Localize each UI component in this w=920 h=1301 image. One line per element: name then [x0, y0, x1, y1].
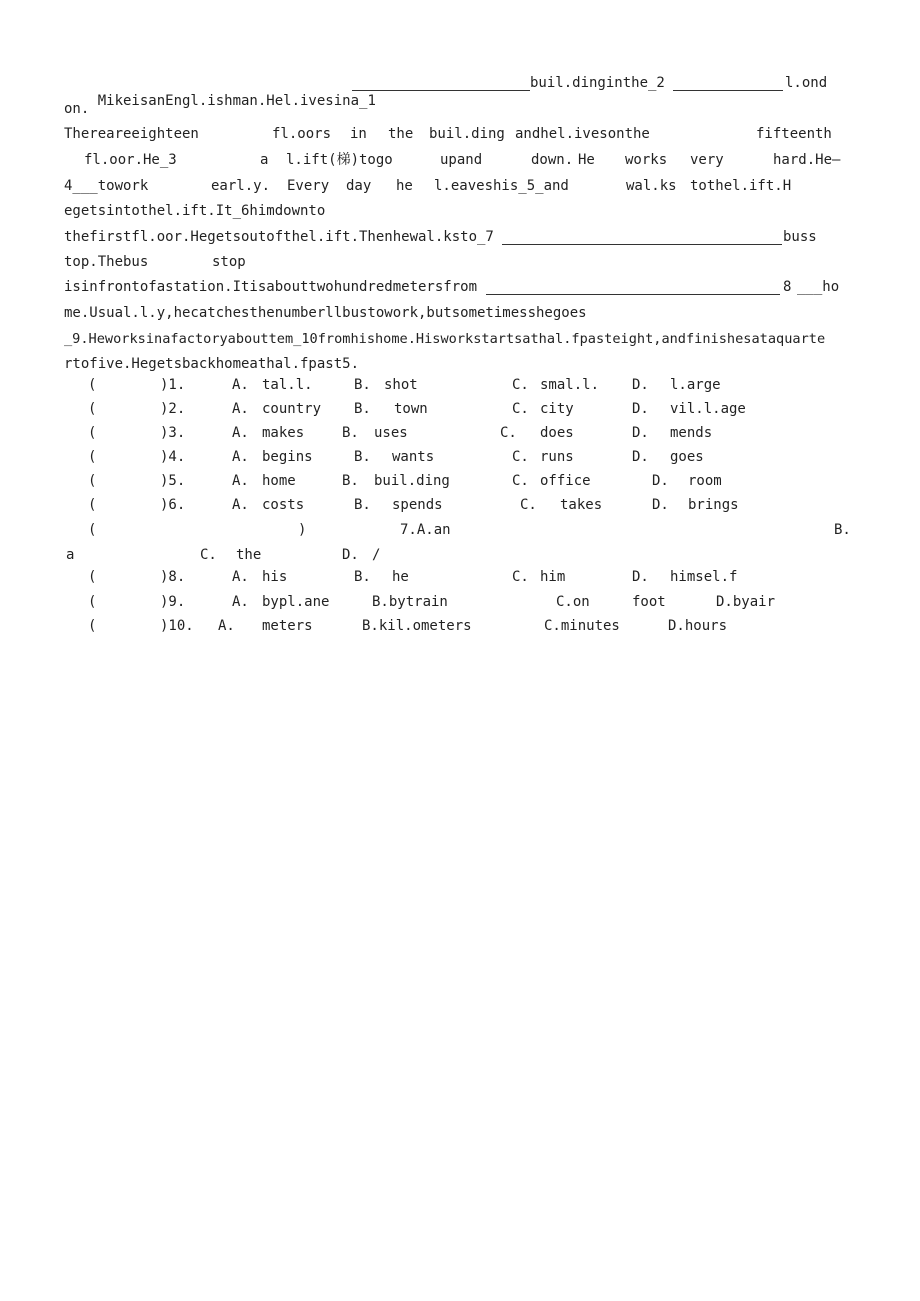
question-row [0, 400, 920, 420]
answer-blank-2[interactable] [673, 78, 783, 91]
passage-text: in [350, 126, 367, 142]
option-a-value: costs [262, 497, 305, 513]
passage-text: buss [783, 229, 817, 245]
answer-paren[interactable]: ( [88, 497, 97, 513]
passage-line-2: on. [64, 101, 90, 117]
option-b[interactable]: B. [342, 473, 359, 489]
option-b[interactable]: B. [342, 425, 359, 441]
option-d[interactable]: D. [632, 377, 649, 393]
option-c-value: the [236, 547, 262, 563]
passage-text: ___ho [797, 279, 840, 295]
passage-text: l.eaveshis_5_and [434, 178, 569, 194]
option-b[interactable]: B. [354, 569, 371, 585]
passage-text: hard.He— [773, 152, 841, 168]
option-c-value: city [540, 401, 574, 417]
option-a[interactable]: A. [232, 497, 249, 513]
option-d-value: himsel.f [670, 569, 738, 585]
option-c[interactable]: C.minutes [544, 618, 620, 634]
option-d-value: goes [670, 449, 704, 465]
option-d[interactable]: D.hours [668, 618, 728, 634]
passage-text: fl.oors [272, 126, 332, 142]
option-a[interactable]: A. [232, 473, 249, 489]
passage-line-6: egetsintothel.ift.It_6himdownto [64, 203, 326, 219]
answer-blank-7[interactable] [502, 232, 782, 245]
option-a-value: home [262, 473, 296, 489]
passage-text: down. [531, 152, 574, 168]
option-a[interactable]: A. [232, 425, 249, 441]
passage-text: 4___towork [64, 178, 149, 194]
question-row [0, 521, 920, 563]
option-a-value: country [262, 401, 322, 417]
option-d[interactable]: D. [632, 449, 649, 465]
option-d-value: mends [670, 425, 713, 441]
option-b-value: uses [374, 425, 408, 441]
option-b-value: shot [384, 377, 418, 393]
passage-text: MikeisanEngl.ishman.Hel.ivesina_1 [97, 93, 376, 109]
option-d-value: brings [688, 497, 739, 513]
passage-text: a [260, 152, 269, 168]
passage-text: buil.dinginthe_2 [530, 75, 665, 91]
option-a-value: begins [262, 449, 313, 465]
option-d[interactable]: D. [632, 425, 649, 441]
option-a[interactable]: A. [232, 449, 249, 465]
option-b[interactable]: B. [354, 377, 371, 393]
option-c-value: takes [560, 497, 603, 513]
option-a-value: bypl.ane [262, 594, 330, 610]
question-row [0, 472, 920, 492]
passage-line-1 [64, 74, 376, 128]
option-c-value: foot [632, 594, 666, 610]
question-number: )10. [160, 618, 194, 634]
option-c-value: him [540, 569, 566, 585]
option-c-value: does [540, 425, 574, 441]
question-number: )1. [160, 377, 186, 393]
option-c[interactable]: C. [512, 569, 529, 585]
answer-paren[interactable]: ( [88, 425, 97, 441]
passage-text: 8 [783, 279, 792, 295]
option-a[interactable]: A. [218, 618, 235, 634]
option-b-value: buil.ding [374, 473, 450, 489]
option-b[interactable]: B. [354, 497, 371, 513]
option-a[interactable]: A. [232, 569, 249, 585]
option-a[interactable]: 7.A.an [400, 522, 451, 538]
passage-text: l.ift(梯)togo [286, 152, 393, 168]
passage-text: day [346, 178, 372, 194]
question-number: )2. [160, 401, 186, 417]
option-c-value: runs [540, 449, 574, 465]
passage-text: andhel.ivesonthe [515, 126, 650, 142]
option-a-value: meters [262, 618, 313, 634]
question-number: ) [298, 522, 307, 538]
option-c[interactable]: C. [500, 425, 517, 441]
passage-text: He [578, 152, 595, 168]
option-b[interactable]: B. [834, 522, 851, 538]
option-a-value: his [262, 569, 288, 585]
option-b[interactable]: B.bytrain [372, 594, 448, 610]
option-c-value: smal.l. [540, 377, 600, 393]
option-d[interactable]: D. [342, 547, 359, 563]
passage-line-12: rtofive.Hegetsbackhomeathal.fpast5. [64, 356, 360, 372]
answer-paren[interactable]: ( [88, 449, 97, 465]
option-b-value: a [66, 547, 75, 563]
option-c[interactable]: C. [200, 547, 217, 563]
option-a[interactable]: A. [232, 401, 249, 417]
option-b-value: town [394, 401, 428, 417]
question-number: )3. [160, 425, 186, 441]
option-b-value: wants [392, 449, 435, 465]
passage-text: Every [287, 178, 330, 194]
option-c-value: office [540, 473, 591, 489]
question-row [0, 617, 920, 637]
passage-text: works [625, 152, 668, 168]
passage-text: tothel.ift.H [690, 178, 792, 194]
passage-text: top.Thebus [64, 254, 149, 270]
passage-text: the [388, 126, 414, 142]
option-a[interactable]: A. [232, 377, 249, 393]
passage-line-10: me.Usual.l.y,hecatchesthenumberllbustowork,butsometimesshegoes [64, 305, 587, 321]
option-c[interactable]: C. [512, 449, 529, 465]
passage-text: earl.y. [211, 178, 271, 194]
option-c[interactable]: C. [520, 497, 537, 513]
question-row [0, 568, 920, 588]
option-a-value: tal.l. [262, 377, 313, 393]
option-c[interactable]: C. [512, 401, 529, 417]
answer-paren[interactable]: ( [88, 594, 97, 610]
question-row [0, 593, 920, 613]
question-row [0, 424, 920, 444]
question-row [0, 376, 920, 396]
question-number: )6. [160, 497, 186, 513]
answer-paren[interactable]: ( [88, 377, 97, 393]
option-c[interactable]: C.on [556, 594, 590, 610]
option-d[interactable]: D. [652, 473, 669, 489]
passage-text: Thereareeighteen [64, 126, 199, 142]
passage-text: fl.oor.He_3 [84, 152, 177, 168]
passage-text: isinfrontofastation.Itisabouttwohundredmetersfrom [64, 279, 478, 295]
question-number: )9. [160, 594, 186, 610]
option-d-value: / [372, 547, 381, 563]
option-c[interactable]: C. [512, 473, 529, 489]
passage-text: very [690, 152, 724, 168]
option-b[interactable]: B. [354, 449, 371, 465]
question-number: )8. [160, 569, 186, 585]
answer-paren[interactable]: ( [88, 569, 97, 585]
question-row [0, 448, 920, 468]
passage-text: upand [440, 152, 483, 168]
passage-text: buil.ding [429, 126, 505, 142]
option-b[interactable]: B. [354, 401, 371, 417]
option-d-value: vil.l.age [670, 401, 746, 417]
option-d-value: room [688, 473, 722, 489]
passage-text: fifteenth [756, 126, 832, 142]
option-b[interactable]: B.kil.ometers [362, 618, 472, 634]
question-row [0, 496, 920, 516]
answer-blank-8[interactable] [486, 282, 780, 295]
answer-blank-1[interactable] [352, 78, 530, 91]
option-b-value: he [392, 569, 409, 585]
question-number: )4. [160, 449, 186, 465]
answer-paren[interactable]: ( [88, 473, 97, 489]
passage-line-11: _9.Heworksinafactoryabouttem_10fromhishome.Hisworkstartsathal.fpasteight,andfinishesataquarte [64, 331, 826, 347]
option-b-value: spends [392, 497, 443, 513]
option-a-value: makes [262, 425, 305, 441]
answer-paren[interactable]: ( [88, 522, 97, 538]
question-number: )5. [160, 473, 186, 489]
option-d-value: l.arge [670, 377, 721, 393]
option-d[interactable]: D. [632, 569, 649, 585]
option-c[interactable]: C. [512, 377, 529, 393]
passage-text: thefirstfl.oor.Hegetsoutofthel.ift.Thenhewal.ksto_7 [64, 229, 494, 245]
option-d[interactable]: D.byair [716, 594, 776, 610]
option-d[interactable]: D. [652, 497, 669, 513]
option-d[interactable]: D. [632, 401, 649, 417]
passage-text: he [396, 178, 413, 194]
answer-paren[interactable]: ( [88, 401, 97, 417]
passage-text: wal.ks [626, 178, 677, 194]
answer-paren[interactable]: ( [88, 618, 97, 634]
option-a[interactable]: A. [232, 594, 249, 610]
passage-text: l.ond [785, 75, 828, 91]
passage-text: stop [212, 254, 246, 270]
